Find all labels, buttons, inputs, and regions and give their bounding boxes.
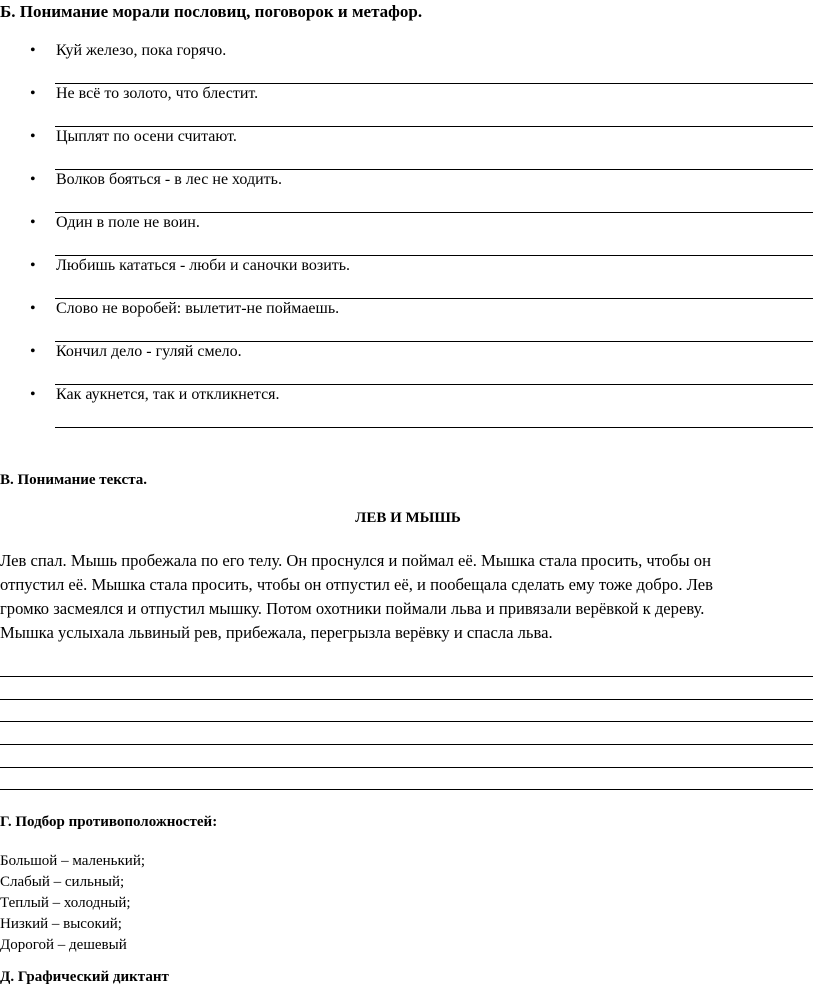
section-d-heading: Д. Графический диктант: [0, 969, 169, 985]
answer-line[interactable]: [55, 169, 813, 170]
antonym-list: [0, 851, 145, 956]
proverb-text: Цыплят по осени считают.: [56, 128, 237, 145]
bullet-icon: •: [30, 343, 36, 360]
antonym-pair: Большой – маленький;: [0, 853, 146, 869]
list-item: [0, 300, 816, 343]
answer-line[interactable]: [55, 255, 813, 256]
answer-line[interactable]: [0, 789, 813, 790]
answer-line[interactable]: [0, 699, 813, 700]
list-item: [0, 42, 816, 85]
answer-line[interactable]: [0, 676, 813, 677]
story-title: ЛЕВ И МЫШЬ: [355, 510, 461, 526]
answer-line[interactable]: [55, 384, 813, 385]
answer-line[interactable]: [55, 83, 813, 84]
section-b-heading: Б. Понимание морали пословиц, поговорок и метафор.: [0, 2, 423, 21]
answer-line[interactable]: [55, 427, 813, 428]
antonym-pair: Дорогой – дешевый: [0, 937, 127, 953]
list-item: [0, 171, 816, 214]
bullet-icon: •: [30, 300, 36, 317]
proverb-text: Куй железо, пока горячо.: [56, 42, 227, 59]
proverb-text: Один в поле не воин.: [56, 214, 200, 231]
list-item: [0, 343, 816, 386]
antonym-pair: Слабый – сильный;: [0, 874, 125, 890]
answer-line[interactable]: [0, 721, 813, 722]
story-line: отпустил её. Мышка стала просить, чтобы он отпустил её, и пообещала сделать ему тоже добро. Лев: [0, 575, 713, 594]
proverb-text: Как аукнется, так и откликнется.: [56, 386, 280, 403]
list-item: [0, 214, 816, 257]
proverb-text: Волков бояться - в лес не ходить.: [56, 171, 282, 188]
answer-line[interactable]: [0, 744, 813, 745]
proverb-text: Слово не воробей: вылетит-не поймаешь.: [56, 300, 340, 317]
story-text: [0, 549, 816, 645]
answer-line[interactable]: [55, 126, 813, 127]
bullet-icon: •: [30, 386, 36, 403]
bullet-icon: •: [30, 214, 36, 231]
list-item: [0, 257, 816, 300]
proverb-text: Любишь кататься - люби и саночки возить.: [56, 257, 351, 274]
story-line: громко засмеялся и отпустил мышку. Потом охотники поймали льва и привязали верёвкой к дереву.: [0, 599, 705, 618]
answer-line[interactable]: [0, 767, 813, 768]
answer-line[interactable]: [55, 341, 813, 342]
bullet-icon: •: [30, 128, 36, 145]
antonym-pair: Теплый – холодный;: [0, 895, 131, 911]
antonym-pair: Низкий – высокий;: [0, 916, 122, 932]
answer-line[interactable]: [55, 298, 813, 299]
bullet-icon: •: [30, 171, 36, 188]
list-item: [0, 128, 816, 171]
story-line: Мышка услыхала львиный рев, прибежала, перегрызла верёвку и спасла льва.: [0, 623, 553, 642]
list-item: [0, 386, 816, 429]
proverb-text: Не всё то золото, что блестит.: [56, 85, 259, 102]
bullet-icon: •: [30, 257, 36, 274]
proverb-text: Кончил дело - гуляй смело.: [56, 343, 242, 360]
section-g-heading: Г. Подбор противоположностей:: [0, 814, 218, 830]
story-line: Лев спал. Мышь пробежала по его телу. Он проснулся и поймал её. Мышка стала просить, чтобы он: [0, 551, 711, 570]
bullet-icon: •: [30, 42, 36, 59]
proverb-list: [0, 42, 816, 429]
list-item: [0, 85, 816, 128]
bullet-icon: •: [30, 85, 36, 102]
answer-line[interactable]: [55, 212, 813, 213]
section-v-heading: В. Понимание текста.: [0, 472, 148, 488]
